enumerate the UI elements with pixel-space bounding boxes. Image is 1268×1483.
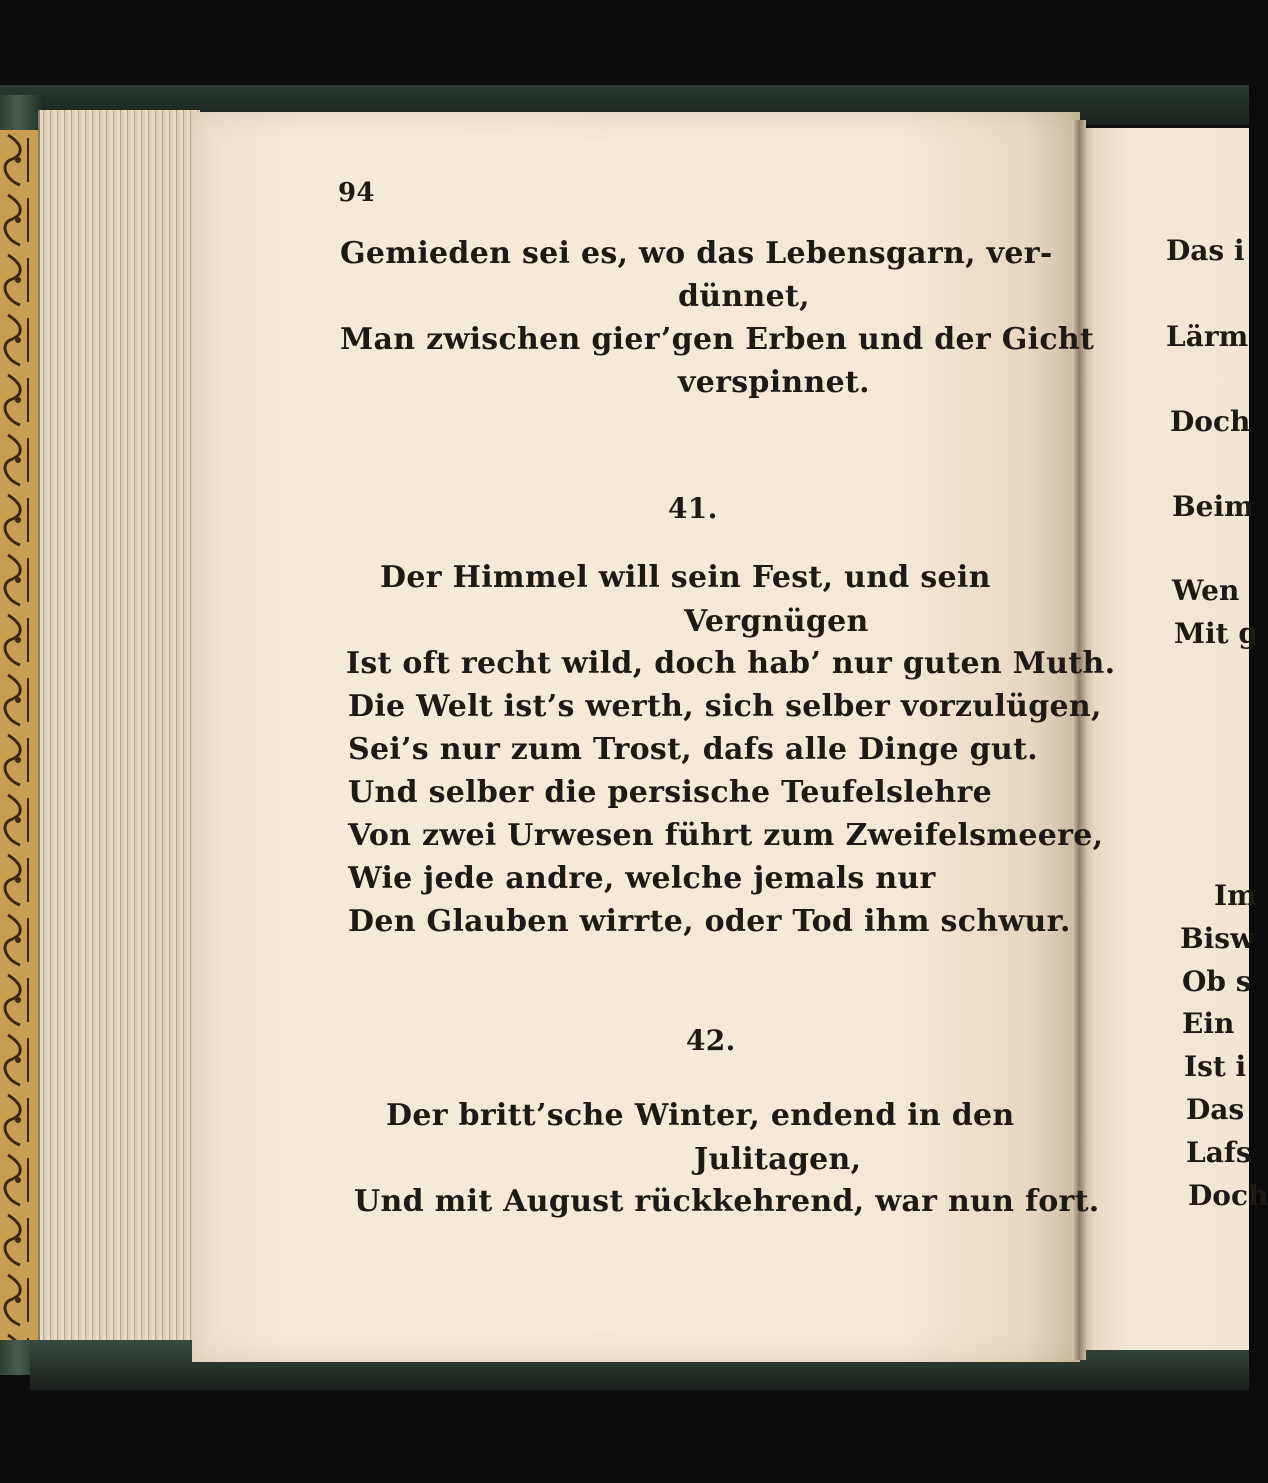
poem-line: Ist oft recht wild, doch hab’ nur guten Muth.	[346, 646, 1116, 681]
poem-line: Und selber die persische Teufelslehre	[348, 775, 992, 810]
poem-line: Von zwei Urwesen führt zum Zweifelsmeere,	[348, 818, 1104, 853]
poem-line: Und mit August rückkehrend, war nun fort.	[354, 1184, 1100, 1219]
page-edges-stack	[38, 110, 200, 1360]
right-page-fragment: Bisw	[1180, 922, 1255, 955]
poem-line: Der Himmel will sein Fest, und sein	[380, 560, 991, 595]
right-page-fragment: Doch	[1188, 1179, 1268, 1212]
right-page-fragment: Lärm	[1166, 320, 1249, 353]
poem-line: verspinnet.	[678, 365, 870, 400]
right-page-fragment: Das	[1186, 1093, 1245, 1126]
right-page-fragment: Doch	[1170, 405, 1251, 438]
poem-line: Wie jede andre, welche jemals nur	[348, 861, 936, 896]
poem-line: Den Glauben wirrte, oder Tod ihm schwur.	[348, 904, 1071, 939]
poem-line: dünnet,	[678, 279, 810, 314]
poem-line: Die Welt ist’s werth, sich selber vorzulügen,	[348, 689, 1102, 724]
poem-line: Sei’s nur zum Trost, dafs alle Dinge gut.	[348, 732, 1038, 767]
book-gutter	[1072, 120, 1086, 1360]
right-page-fragment: Wen	[1172, 574, 1240, 607]
poem-line: Der britt’sche Winter, endend in den	[386, 1098, 1015, 1133]
right-page-fragment: Im	[1214, 879, 1257, 912]
stanza-number: 42.	[686, 1024, 736, 1057]
right-page-fragment: Beim	[1172, 490, 1254, 523]
stanza-number: 41.	[668, 492, 718, 525]
poem-line: Julitagen,	[694, 1142, 862, 1177]
right-page-fragment: Lafs	[1186, 1136, 1252, 1169]
right-page-fragment: Ob s	[1182, 965, 1252, 998]
right-page-fragment: Ein	[1182, 1007, 1235, 1040]
right-page-fragment: Ist i	[1184, 1050, 1247, 1083]
poem-line: Vergnügen	[684, 604, 869, 639]
decorative-fore-edge	[0, 130, 40, 1340]
poem-line: Gemieden sei es, wo das Lebensgarn, ver-	[340, 236, 1053, 271]
ornament-pattern-icon	[0, 130, 38, 1340]
poem-line: Man zwischen gier’gen Erben und der Gicht	[340, 322, 1095, 357]
right-page-fragment: Mit g	[1174, 617, 1258, 650]
right-page-fragment: Das i	[1166, 234, 1245, 267]
page-number: 94	[338, 178, 375, 208]
